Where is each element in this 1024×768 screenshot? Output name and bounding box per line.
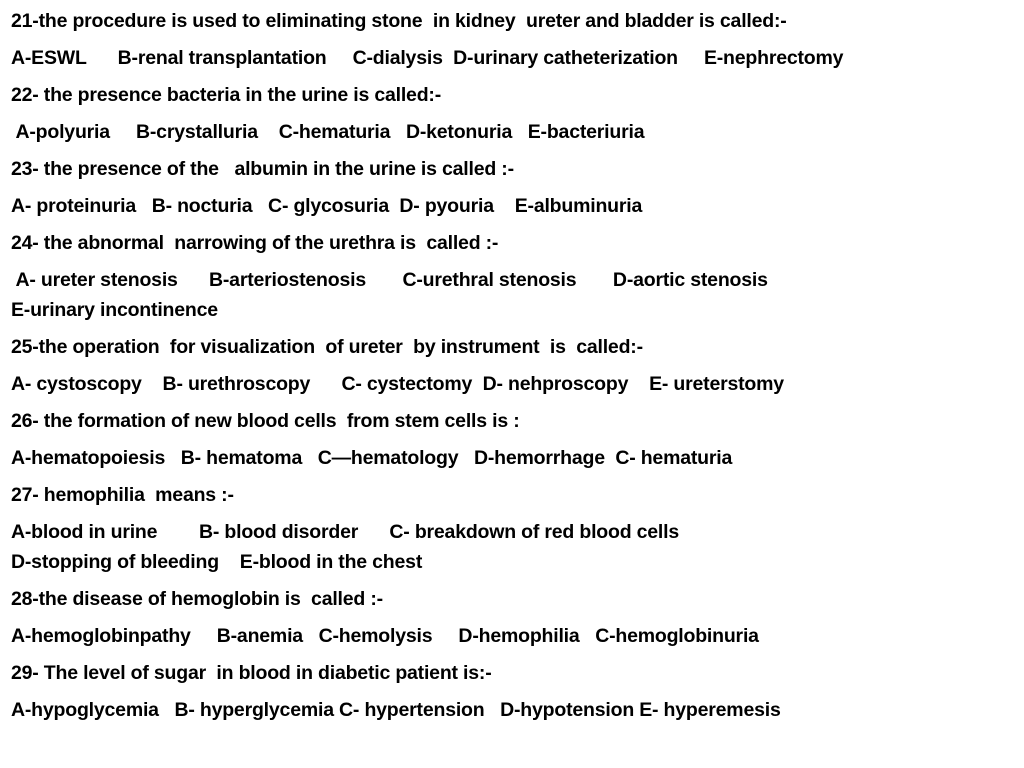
question-29-text: 29- The level of sugar in blood in diabetic patient is:- (11, 662, 492, 684)
question-24-answers-continued: E-urinary incontinence (11, 299, 218, 321)
question-25-text: 25-the operation for visualization of ureter by instrument is called:- (11, 336, 643, 358)
question-27-answers: A-blood in urine B- blood disorder C- breakdown of red blood cells (11, 521, 680, 543)
question-23-text: 23- the presence of the albumin in the urine is called :- (11, 158, 514, 180)
question-23-answers: A- proteinuria B- nocturia C- glycosuria D- pyouria E-albuminuria (11, 195, 643, 217)
question-21-text: 21-the procedure is used to eliminating stone in kidney ureter and bladder is called:- (11, 10, 787, 32)
question-28-answers: A-hemoglobinpathy B-anemia C-hemolysis D-hemophilia C-hemoglobinuria (11, 625, 759, 647)
question-29-answers: A-hypoglycemia B- hyperglycemia C- hypertension D-hypotension E- hyperemesis (11, 699, 781, 721)
question-22-text: 22- the presence bacteria in the urine is called:- (11, 84, 441, 106)
question-21-answers: A-ESWL B-renal transplantation C-dialysis D-urinary catheterization E-nephrectomy (11, 47, 844, 69)
question-28-text: 28-the disease of hemoglobin is called :- (11, 588, 383, 610)
question-24-answers: A- ureter stenosis B-arteriostenosis C-urethral stenosis D-aortic stenosis (11, 269, 768, 291)
question-27-answers-continued: D-stopping of bleeding E-blood in the chest (11, 551, 423, 573)
question-26-text: 26- the formation of new blood cells from stem cells is : (11, 410, 520, 432)
question-22-answers: A-polyuria B-crystalluria C-hematuria D-ketonuria E-bacteriuria (11, 121, 645, 143)
question-27-text: 27- hemophilia means :- (11, 484, 234, 506)
question-26-answers: A-hematopoiesis B- hematoma C—hematology D-hemorrhage C- hematuria (11, 447, 733, 469)
question-25-answers: A- cystoscopy B- urethroscopy C- cystectomy D- nehproscopy E- ureterstomy (11, 373, 784, 395)
question-24-text: 24- the abnormal narrowing of the urethra is called :- (11, 232, 499, 254)
